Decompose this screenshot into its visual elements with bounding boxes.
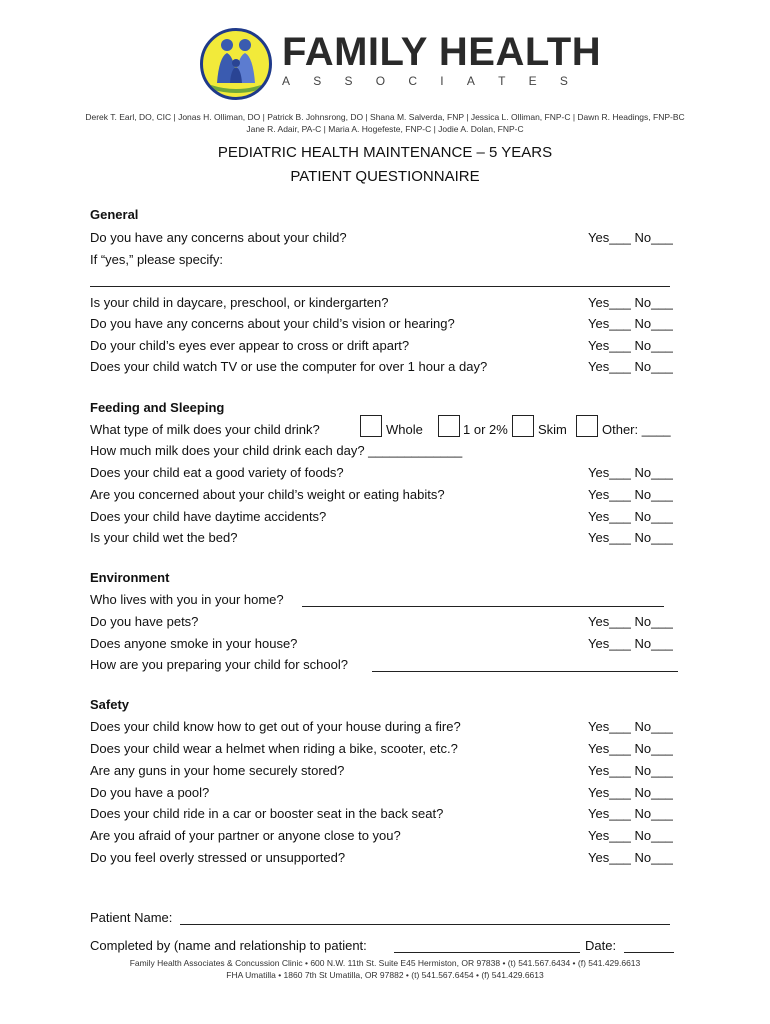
yes-no-daytime-accidents[interactable]: Yes___ No___	[588, 509, 673, 524]
date-label: Date:	[585, 938, 617, 953]
milk-skim-label: Skim	[538, 422, 567, 437]
yes-no-eyes-cross[interactable]: Yes___ No___	[588, 338, 673, 353]
brand-subtitle: A S S O C I A T E S	[282, 74, 568, 88]
milk-other-checkbox[interactable]	[576, 415, 598, 437]
yes-no-fire-exit[interactable]: Yes___ No___	[588, 719, 673, 734]
question-eyes-cross: Do your child’s eyes ever appear to cross or drift apart?	[90, 338, 410, 353]
yes-no-guns[interactable]: Yes___ No___	[588, 763, 673, 778]
yes-no-daycare[interactable]: Yes___ No___	[588, 295, 673, 310]
yes-no-car-seat[interactable]: Yes___ No___	[588, 806, 673, 821]
yes-no-concerns[interactable]: Yes___ No___	[588, 230, 673, 245]
question-daytime-accidents: Does your child have daytime accidents?	[90, 509, 327, 524]
yes-no-helmet[interactable]: Yes___ No___	[588, 741, 673, 756]
yes-no-stressed[interactable]: Yes___ No___	[588, 850, 673, 865]
yes-no-food-variety[interactable]: Yes___ No___	[588, 465, 673, 480]
logo-emblem	[200, 28, 272, 100]
specify-answer-line[interactable]	[90, 286, 670, 287]
yes-no-pets[interactable]: Yes___ No___	[588, 614, 673, 629]
question-pool: Do you have a pool?	[90, 785, 210, 800]
question-lives-with: Who lives with you in your home?	[90, 592, 284, 607]
question-food-variety: Does your child eat a good variety of foods?	[90, 465, 344, 480]
patient-name-field[interactable]	[180, 924, 670, 925]
family-figures-icon	[203, 31, 269, 97]
milk-whole-checkbox[interactable]	[360, 415, 382, 437]
lives-with-answer-line[interactable]	[302, 606, 664, 607]
staff-list-line2: Jane R. Adair, PA-C | Maria A. Hogefeste, FNP-C | Jodie A. Dolan, FNP-C	[246, 124, 524, 134]
page-title: PEDIATRIC HEALTH MAINTENANCE – 5 YEARS	[217, 144, 553, 161]
question-pets: Do you have pets?	[90, 614, 199, 629]
question-fire-exit: Does your child know how to get out of your house during a fire?	[90, 719, 461, 734]
patient-name-label: Patient Name:	[90, 910, 173, 925]
footer-address-umatilla: FHA Umatilla • 1860 7th St Umatilla, OR 97882 • (t) 541.567.6454 • (f) 541.429.6613	[226, 970, 544, 980]
section-feeding-heading: Feeding and Sleeping	[90, 400, 225, 415]
completed-by-field[interactable]	[394, 952, 580, 953]
yes-no-vision-hearing[interactable]: Yes___ No___	[588, 316, 673, 331]
question-helmet: Does your child wear a helmet when riding a bike, scooter, etc.?	[90, 741, 458, 756]
question-school-prep: How are you preparing your child for school?	[90, 657, 348, 672]
question-concerns: Do you have any concerns about your child?	[90, 230, 347, 245]
milk-1-2-checkbox[interactable]	[438, 415, 460, 437]
milk-whole-label: Whole	[386, 422, 423, 437]
yes-no-weight-habits[interactable]: Yes___ No___	[588, 487, 673, 502]
question-car-seat: Does your child ride in a car or booster seat in the back seat?	[90, 806, 444, 821]
school-prep-answer-line[interactable]	[372, 671, 678, 672]
section-general-heading: General	[90, 207, 139, 222]
question-stressed: Do you feel overly stressed or unsupported?	[90, 850, 346, 865]
question-afraid-partner: Are you afraid of your partner or anyone close to you?	[90, 828, 401, 843]
yes-no-smoke[interactable]: Yes___ No___	[588, 636, 673, 651]
milk-1-2-label: 1 or 2%	[463, 422, 508, 437]
question-daycare: Is your child in daycare, preschool, or kindergarten?	[90, 295, 389, 310]
section-safety-heading: Safety	[90, 697, 130, 712]
brand-name: FAMILY HEALTH	[282, 30, 602, 74]
question-weight-habits: Are you concerned about your child’s weight or eating habits?	[90, 487, 445, 502]
question-wet-bed: Is your child wet the bed?	[90, 530, 238, 545]
question-milk-type: What type of milk does your child drink?	[90, 422, 320, 437]
yes-no-afraid-partner[interactable]: Yes___ No___	[588, 828, 673, 843]
question-milk-amount[interactable]: How much milk does your child drink each day? _____________	[90, 443, 463, 458]
yes-no-screen-time[interactable]: Yes___ No___	[588, 359, 673, 374]
question-smoke: Does anyone smoke in your house?	[90, 636, 298, 651]
milk-skim-checkbox[interactable]	[512, 415, 534, 437]
specify-label: If “yes,” please specify:	[90, 252, 223, 267]
completed-by-label: Completed by (name and relationship to patient:	[90, 938, 367, 953]
yes-no-pool[interactable]: Yes___ No___	[588, 785, 673, 800]
date-field[interactable]	[624, 952, 674, 953]
footer-address-main: Family Health Associates & Concussion Clinic • 600 N.W. 11th St. Suite E45 Hermiston, OR 97838 • (t) 541.567.6434 • (f) 541.429.6613	[129, 958, 641, 968]
question-screen-time: Does your child watch TV or use the computer for over 1 hour a day?	[90, 359, 488, 374]
question-vision-hearing: Do you have any concerns about your child’s vision or hearing?	[90, 316, 455, 331]
page-subtitle: PATIENT QUESTIONNAIRE	[290, 168, 480, 185]
question-guns: Are any guns in your home securely stored?	[90, 763, 345, 778]
milk-other-label[interactable]: Other: ____	[602, 422, 671, 437]
section-environment-heading: Environment	[90, 570, 170, 585]
staff-list-line1: Derek T. Earl, DO, CIC | Jonas H. Olliman, DO | Patrick B. Johnsrong, DO | Shana M. Salverda, FNP | Jessica L. Olliman, FNP-C | Dawn R. Headings, FNP-BC	[85, 112, 685, 122]
yes-no-wet-bed[interactable]: Yes___ No___	[588, 530, 673, 545]
